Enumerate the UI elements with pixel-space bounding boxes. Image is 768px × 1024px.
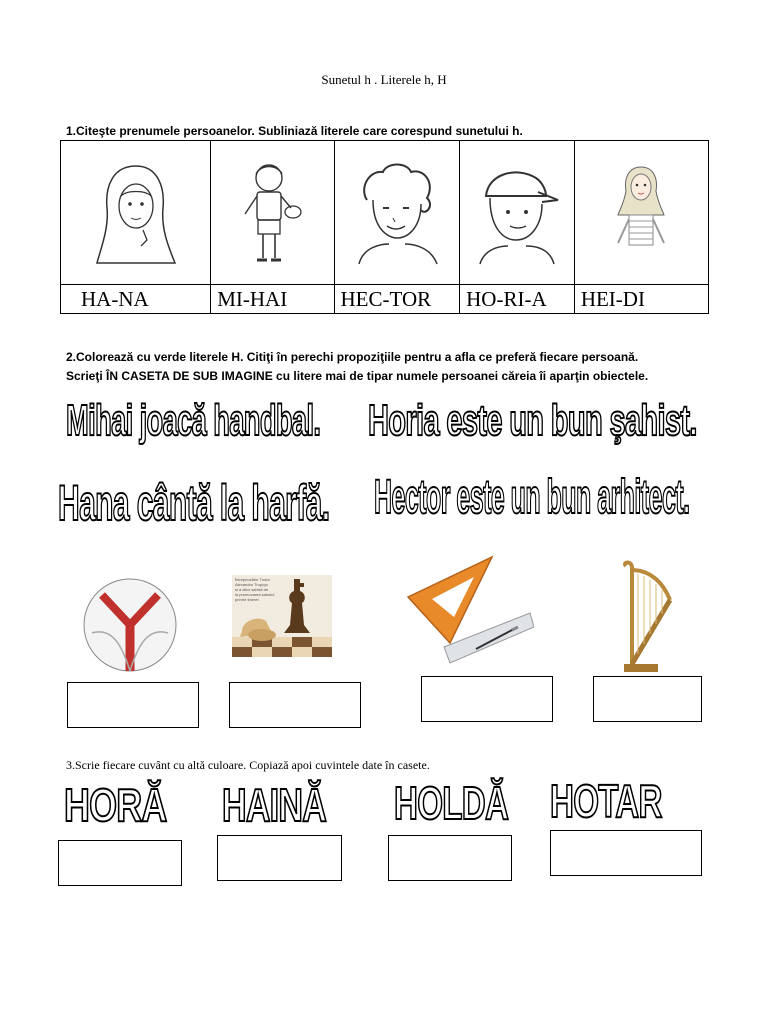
name-cell: HEC-TOR (334, 285, 460, 314)
answer-box-set-square[interactable] (421, 676, 553, 722)
curly-boy-icon (349, 160, 444, 265)
name-cell: HA-NA (61, 285, 211, 314)
picture-cell-heidi (574, 141, 708, 285)
sentence-hector: Hector este un bun arhitect. (374, 471, 690, 524)
answer-box-haina[interactable] (217, 835, 342, 881)
exercise-3-instruction: 3.Scrie fiecare cuvânt cu altă culoare. Copiază apoi cuvintele date în casete. (66, 758, 430, 772)
exercise-2-instruction-line-2: Scrieţi ÎN CASETA DE SUB IMAGINE cu litere mai de tipar numele persoanei căreia îi aparţin obiectele. (66, 369, 649, 383)
answer-box-hora[interactable] (58, 840, 182, 886)
page-title: Sunetul h . Literele h, H (321, 72, 447, 87)
answer-box-harp[interactable] (593, 676, 702, 722)
picture-cell-horia (460, 141, 575, 285)
picture-cell-hector (334, 141, 460, 285)
exercise-2-instruction-line-1: 2.Colorează cu verde literele H. Citiţi în perechi propoziţiile pentru a afla ce preferă fiecare persoană. (66, 350, 639, 364)
set-square-ruler-icon (404, 555, 534, 667)
handball-icon (82, 575, 178, 675)
harp-icon (618, 560, 678, 676)
picture-cell-mihai (211, 141, 334, 285)
sentence-mihai: Mihai joacă handbal. (66, 396, 321, 445)
sentence-hana: Hana cântă la harfă. (58, 475, 330, 531)
answer-box-chess[interactable] (229, 682, 361, 728)
girl-thinking-icon (91, 158, 181, 268)
word-haina: HAINĂ (222, 779, 327, 831)
answer-box-hotar[interactable] (550, 830, 702, 876)
chess-caption: Întreprinzător Tudor Alexandru Tropcyc și a altor șahiști de la promovarea șahului printre tineret (235, 577, 275, 602)
answer-box-handball[interactable] (67, 682, 199, 728)
name-cell: MI-HAI (211, 285, 334, 314)
name-cell: HEI-DI (574, 285, 708, 314)
sentence-horia: Horia este un bun şahist. (368, 396, 697, 445)
picture-cell-hana (61, 141, 211, 285)
boy-with-cap-icon (472, 160, 562, 265)
word-hora: HORĂ (64, 779, 167, 831)
answer-box-holda[interactable] (388, 835, 512, 881)
word-holda: HOLDĂ (394, 777, 509, 829)
chess-pieces-icon (232, 575, 332, 657)
word-hotar: HOTAR (550, 775, 662, 827)
exercise-1-instruction: 1.Citeşte prenumele persoanelor. Subliniază literele care corespund sunetului h. (66, 124, 523, 138)
boy-with-ball-icon (237, 158, 307, 268)
girl-standing-icon (606, 163, 676, 263)
name-cell: HO-RI-A (460, 285, 575, 314)
names-table (60, 140, 709, 314)
chess-picture (232, 575, 332, 657)
